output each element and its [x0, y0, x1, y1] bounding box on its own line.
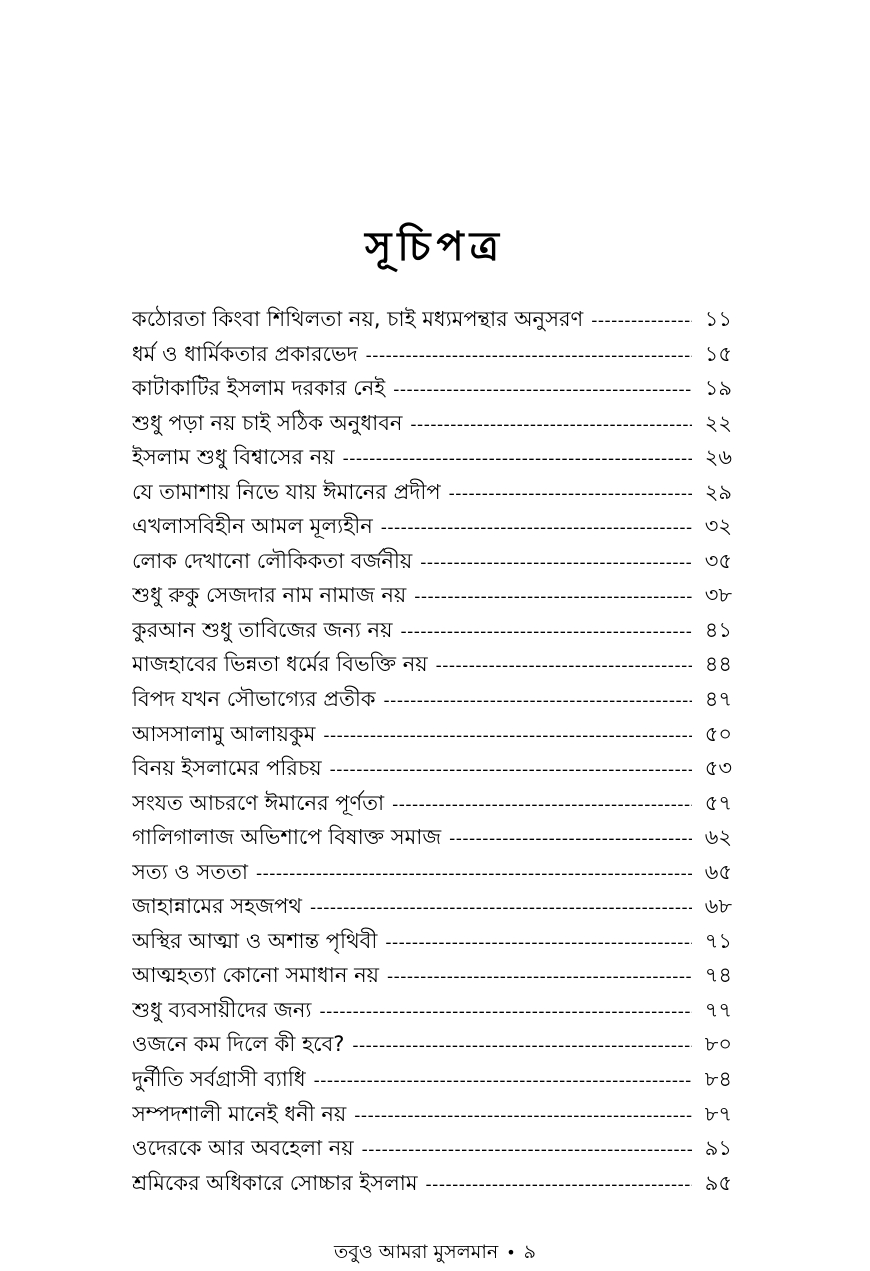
toc-entry	[132, 752, 732, 787]
toc-entry	[132, 821, 732, 856]
footer-page-number: ৯	[523, 1241, 536, 1263]
table-of-contents	[132, 303, 732, 1201]
toc-page-number: ৩২	[704, 514, 732, 539]
toc-page-number: ৫৩	[704, 756, 732, 781]
toc-dot-leader	[362, 1140, 692, 1160]
toc-entry	[132, 683, 732, 718]
toc-entry	[132, 579, 732, 614]
toc-page-number: ৮০	[704, 1032, 732, 1057]
toc-page-number: ৪৪	[704, 652, 732, 677]
toc-page-number: ৪৭	[704, 687, 732, 712]
toc-entry-title: শুধু রুকু সেজদার নাম নামাজ নয়	[132, 583, 407, 608]
toc-entry	[132, 1098, 732, 1133]
toc-dot-leader	[352, 1036, 692, 1056]
toc-entry-title: ধর্ম ও ধার্মিকতার প্রকারভেদ	[132, 341, 358, 366]
toc-dot-leader	[436, 656, 692, 676]
toc-dot-leader	[319, 1002, 692, 1022]
toc-entry-title: বিপদ যখন সৌভাগ্যের প্রতীক	[132, 687, 376, 712]
footer-bullet: •	[506, 1243, 516, 1262]
toc-page-number: ২২	[704, 410, 732, 435]
toc-page-number: ২৬	[704, 445, 732, 470]
toc-entry	[132, 510, 732, 545]
toc-entry-title: শুধু ব্যবসায়ীদের জন্য	[132, 997, 312, 1022]
toc-page-number: ৬২	[704, 825, 732, 850]
toc-page-number: ৪১	[704, 617, 732, 642]
toc-entry-title: এখলাসবিহীন আমল মূল্যহীন	[132, 514, 373, 539]
toc-entry	[132, 718, 732, 753]
toc-entry	[132, 856, 732, 891]
toc-entry-title: কঠোরতা কিংবা শিথিলতা নয়, চাই মধ্যমপন্থার অনুসরণ	[132, 307, 584, 331]
toc-entry-title: কুরআন শুধু তাবিজের জন্য নয়	[132, 617, 393, 642]
toc-entry	[132, 959, 732, 994]
toc-page-number: ৮৭	[704, 1101, 732, 1126]
toc-entry	[132, 407, 732, 442]
toc-page-number: ৩৫	[704, 548, 732, 573]
toc-entry	[132, 338, 732, 373]
toc-entry-title: লোক দেখানো লৌকিকতা বর্জনীয়	[132, 548, 413, 573]
toc-dot-leader	[400, 622, 692, 642]
toc-dot-leader	[366, 346, 692, 366]
toc-entry-title: আত্মহত্যা কোনো সমাধান নয়	[132, 963, 380, 988]
toc-entry-title: শ্রমিকের অধিকারে সোচ্চার ইসলাম	[132, 1170, 418, 1195]
toc-entry-title: কাটাকাটির ইসলাম দরকার নেই	[132, 376, 386, 401]
toc-page-number: ৮৪	[704, 1067, 732, 1092]
toc-dot-leader	[387, 967, 692, 987]
toc-dot-leader	[354, 1106, 692, 1126]
toc-dot-leader	[385, 933, 692, 953]
toc-entry	[132, 1063, 732, 1098]
toc-entry-title: সত্য ও সততা	[132, 859, 249, 884]
toc-entry-title: বিনয় ইসলামের পরিচয়	[132, 756, 322, 781]
toc-entry-title: মাজহাবের ভিন্নতা ধর্মের বিভক্তি নয়	[132, 652, 428, 677]
toc-dot-leader	[384, 691, 692, 711]
toc-page-number: ৬৫	[704, 859, 732, 884]
toc-entry-title: গালিগালাজ অভিশাপে বিষাক্ত সমাজ	[132, 825, 442, 850]
toc-entry-title: ওজনে কম দিলে কী হবে?	[132, 1032, 345, 1057]
toc-entry	[132, 994, 732, 1029]
toc-dot-leader	[392, 795, 692, 815]
toc-dot-leader	[426, 1175, 692, 1195]
toc-page-number: ৫৭	[704, 790, 732, 815]
toc-dot-leader	[414, 587, 692, 607]
toc-dot-leader	[314, 1071, 692, 1091]
toc-entry	[132, 545, 732, 580]
running-footer	[0, 1238, 870, 1270]
toc-dot-leader	[330, 760, 692, 780]
toc-entry	[132, 476, 732, 511]
toc-entry-title: সম্পদশালী মানেই ধনী নয়	[132, 1101, 347, 1126]
toc-page-number: ২৯	[704, 479, 732, 504]
toc-page-number: ১৫	[704, 341, 732, 366]
toc-entry	[132, 1132, 732, 1167]
footer-book-title: তবুও আমরা মুসলমান	[333, 1241, 499, 1263]
toc-entry	[132, 441, 732, 476]
toc-entry-title: ওদেরকে আর অবহেলা নয়	[132, 1136, 354, 1161]
toc-page-number: ১১	[704, 307, 732, 331]
toc-dot-leader	[420, 553, 692, 573]
toc-entry	[132, 787, 732, 822]
toc-dot-leader	[393, 380, 692, 400]
toc-page-number: ৭৭	[704, 997, 732, 1022]
toc-dot-leader	[449, 484, 692, 504]
page-title: সূচিপত্র	[365, 224, 505, 270]
toc-entry	[132, 1167, 732, 1202]
toc-page-number: ৬৮	[704, 894, 732, 919]
toc-dot-leader	[381, 518, 692, 538]
toc-dot-leader	[256, 864, 692, 884]
toc-dot-leader	[323, 726, 692, 746]
toc-page-number: ৯১	[704, 1136, 732, 1161]
toc-page-number: ৯৫	[704, 1170, 732, 1195]
toc-dot-leader	[410, 415, 692, 435]
toc-entry-title: জাহান্নামের সহজপথ	[132, 894, 302, 919]
toc-page-number: ৫০	[704, 721, 732, 746]
toc-dot-leader	[591, 311, 692, 331]
toc-page-number: ৩৮	[704, 583, 732, 608]
toc-entry	[132, 890, 732, 925]
toc-page-number: ১৯	[704, 376, 732, 401]
toc-entry-title: যে তামাশায় নিভে যায় ঈমানের প্রদীপ	[132, 479, 441, 504]
toc-entry	[132, 614, 732, 649]
toc-entry	[132, 372, 732, 407]
toc-entry-title: আসসালামু আলায়কুম	[132, 721, 316, 746]
toc-dot-leader	[343, 449, 692, 469]
toc-entry-title: দুর্নীতি সর্বগ্রাসী ব্যাধি	[132, 1067, 306, 1092]
toc-dot-leader	[449, 829, 692, 849]
toc-entry	[132, 925, 732, 960]
toc-entry-title: ইসলাম শুধু বিশ্বাসের নয়	[132, 445, 335, 470]
toc-page-number: ৭১	[704, 928, 732, 953]
toc-entry-title: সংযত আচরণে ঈমানের পূর্ণতা	[132, 790, 385, 815]
toc-entry-title: অস্থির আত্মা ও অশান্ত পৃথিবী	[132, 928, 378, 953]
toc-entry	[132, 303, 732, 338]
toc-entry	[132, 1028, 732, 1063]
toc-entry-title: শুধু পড়া নয় চাই সঠিক অনুধাবন	[132, 410, 403, 435]
toc-dot-leader	[310, 898, 692, 918]
toc-entry	[132, 648, 732, 683]
toc-page-number: ৭৪	[704, 963, 732, 988]
